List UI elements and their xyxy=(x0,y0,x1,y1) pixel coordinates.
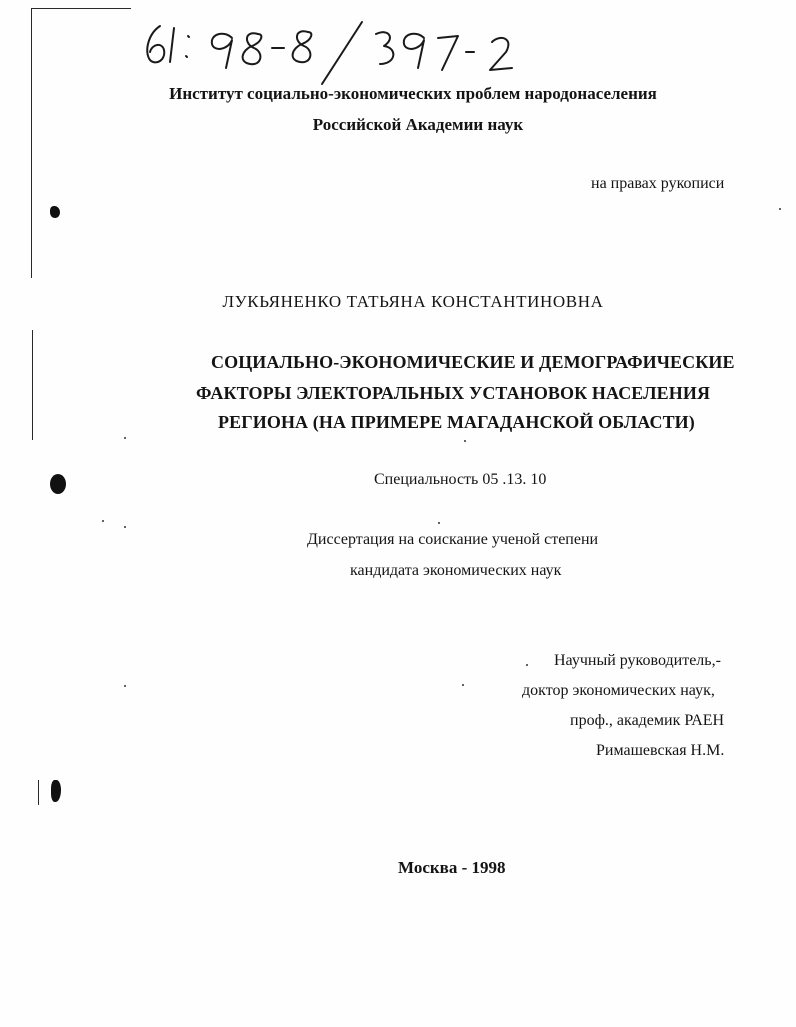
handwritten-archive-number xyxy=(140,8,540,88)
dissertation-title-line: РЕГИОНА (НА ПРИМЕРЕ МАГАДАНСКОЙ ОБЛАСТИ) xyxy=(218,412,695,432)
scan-speck xyxy=(438,522,440,524)
institute-name: Институт социально-экономических проблем народонаселения xyxy=(169,84,657,103)
scan-speck xyxy=(526,664,528,666)
dissertation-title-line: ФАКТОРЫ ЭЛЕКТОРАЛЬНЫХ УСТАНОВОК НАСЕЛЕНИЯ xyxy=(196,383,711,403)
scan-blot xyxy=(50,474,66,494)
degree-statement-line: Диссертация на соискание ученой степени xyxy=(307,531,599,548)
supervisor-title: проф., академик РАЕН xyxy=(570,712,725,729)
supervisor-label: Научный руководитель,- xyxy=(554,652,721,669)
scan-edge-line xyxy=(38,780,39,805)
scan-blot xyxy=(50,206,60,218)
supervisor-degree: доктор экономических наук, xyxy=(522,682,715,699)
academy-name: Российской Академии наук xyxy=(312,115,524,134)
scan-speck xyxy=(102,520,104,522)
scan-speck xyxy=(464,440,466,442)
scan-edge-line xyxy=(31,8,32,278)
city-and-year: Москва - 1998 xyxy=(398,858,506,877)
scan-edge-line xyxy=(31,8,131,9)
degree-statement-line: кандидата экономических наук xyxy=(350,562,562,579)
author-name: ЛУКЬЯНЕНКО ТАТЬЯНА КОНСТАНТИНОВНА xyxy=(222,292,604,311)
specialty-code: Специальность 05 .13. 10 xyxy=(374,471,547,488)
scan-speck xyxy=(462,684,464,686)
manuscript-rights-note: на правах рукописи xyxy=(591,175,725,192)
scan-speck xyxy=(124,685,126,687)
handwriting-drawing xyxy=(140,8,540,88)
scan-speck xyxy=(124,526,126,528)
dissertation-title-line: СОЦИАЛЬНО-ЭКОНОМИЧЕСКИЕ И ДЕМОГРАФИЧЕСКИЕ xyxy=(211,352,735,372)
scan-edge-line xyxy=(32,330,33,440)
scan-blot xyxy=(51,780,61,802)
scan-speck xyxy=(779,208,781,210)
supervisor-name: Римашевская Н.М. xyxy=(596,742,725,759)
scan-speck xyxy=(124,437,126,439)
